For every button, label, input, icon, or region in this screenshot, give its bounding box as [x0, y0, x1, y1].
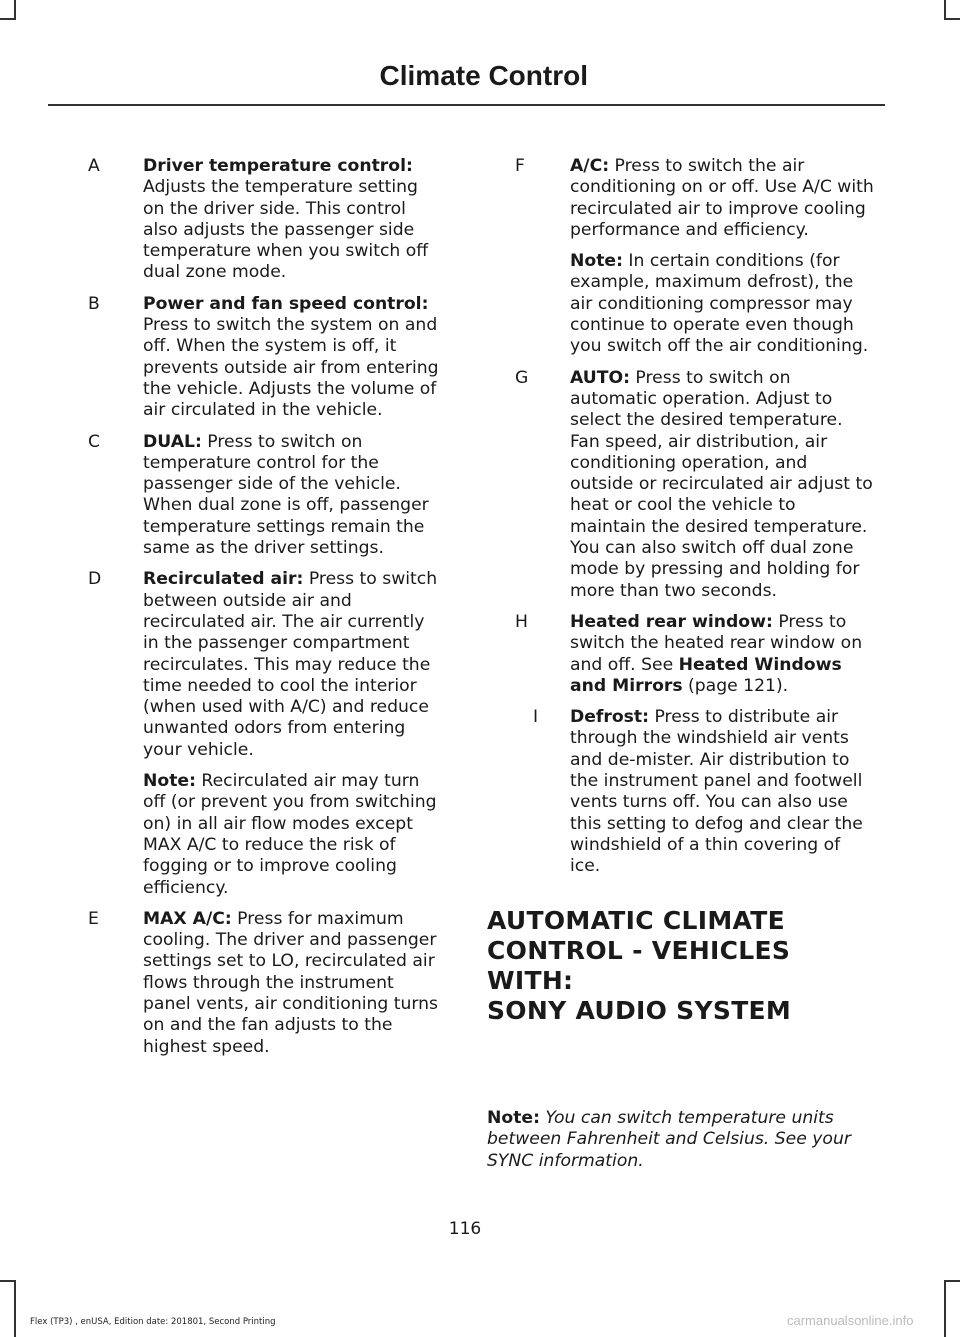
- control-item-b: [88, 294, 443, 422]
- item-description: [570, 707, 875, 877]
- page-reference: (page 121).: [682, 675, 789, 696]
- item-letter: I: [533, 707, 539, 728]
- header-rule: [48, 104, 885, 106]
- control-item-f: [515, 156, 875, 241]
- item-description: [570, 612, 875, 697]
- page-number: 116: [448, 1219, 482, 1239]
- crop-mark-bottom-right-h: [944, 1280, 960, 1282]
- item-label: Power and fan speed control:: [143, 293, 429, 314]
- footer-edition-info: Flex (TP3) , enUSA, Edition date: 201801, Second Printing: [30, 1317, 276, 1327]
- note-text: You can switch temperature units between Fahrenheit and Celsius. See your SYNC information.: [487, 1108, 851, 1171]
- section-heading-line: SONY AUDIO SYSTEM: [487, 995, 792, 1025]
- note-label: Note:: [487, 1108, 540, 1128]
- note-text: In certain conditions (for example, maximum defrost), the air conditioning compressor may continue to operate even though you switch off the air conditioning.: [570, 251, 869, 357]
- item-label: Driver temperature control:: [143, 156, 413, 176]
- control-item-i: [515, 707, 875, 877]
- watermark: carmanualsonline.info: [787, 1313, 914, 1328]
- crop-mark-top-right-v: [944, 0, 946, 20]
- control-item-c: [88, 432, 443, 560]
- crop-mark-top-left-h: [0, 18, 16, 20]
- item-text: Press to distribute air through the windshield air vents and de-mister. Air distribution to the instrument panel and footwell vents turns off. You can also use this setting to defog and clear the windshield of a thin covering of ice.: [570, 707, 863, 877]
- item-letter: C: [88, 431, 101, 452]
- item-letter: G: [515, 367, 529, 388]
- ac-compressor-note: [570, 251, 875, 357]
- item-text: Press to switch the system on and off. When the system is off, it prevents outside air from entering the vehicle. Adjusts the volume of air circulated in the vehicle.: [143, 315, 439, 421]
- item-text: Adjusts the temperature setting on the driver side. This control also adjusts the passenger side temperature when you switch off dual zone mode.: [143, 177, 429, 283]
- item-letter: D: [88, 569, 102, 590]
- left-column: [88, 156, 443, 1068]
- item-text: Press to switch on temperature control for the passenger side of the vehicle. When dual zone is off, passenger temperature settings remain the same as the driver settings.: [143, 431, 429, 559]
- item-description: [143, 569, 443, 761]
- item-description: [143, 156, 443, 284]
- section-heading-line: AUTOMATIC CLIMATE: [487, 905, 785, 935]
- item-letter: E: [88, 908, 99, 929]
- item-label: DUAL:: [143, 431, 202, 452]
- item-letter: F: [515, 156, 525, 176]
- control-item-a: [88, 156, 443, 284]
- note-text: Recirculated air may turn off (or prevent you from switching on) in all air flow modes except MAX A/C to reduce the risk of fogging or to improve cooling efficiency.: [143, 771, 437, 898]
- item-letter: A: [88, 156, 100, 176]
- crop-mark-bottom-left-v: [14, 1280, 16, 1337]
- temperature-units-note: [487, 1108, 877, 1172]
- right-column: [487, 156, 875, 1026]
- crop-mark-bottom-right-v: [944, 1280, 946, 1337]
- item-text: Press to switch on automatic operation. Adjust to select the desired temperature. Fan speed, air distribution, air conditioning operation, and outside or recirculated air adjust to heat or cool the vehicle to maintain the desired temperature. You can also switch off dual zone mode by pressing and holding for more than two seconds.: [570, 367, 873, 601]
- item-label: MAX A/C:: [143, 908, 232, 929]
- item-text: Press to switch between outside air and recirculated air. The air currently in the passenger compartment recirculates. This may reduce the time needed to cool the interior (when used with A/C) and reduce unwanted odors from entering your vehicle.: [143, 569, 438, 760]
- control-item-h: [515, 612, 875, 697]
- page-title: Climate Control: [379, 60, 588, 91]
- crop-mark-bottom-left-h: [0, 1280, 16, 1282]
- item-description: [570, 156, 875, 241]
- item-label: Recirculated air:: [143, 569, 304, 590]
- item-label: Heated rear window:: [570, 611, 773, 632]
- item-letter: B: [88, 293, 100, 314]
- item-description: [570, 368, 875, 602]
- note-label: Note:: [570, 251, 623, 272]
- recirculated-air-note: [143, 771, 443, 899]
- control-item-e: [88, 909, 443, 1058]
- control-item-d: [88, 569, 443, 761]
- item-text: Press for maximum cooling. The driver and passenger settings set to LO, recirculated air flows through the instrument panel vents, air conditioning turns on and the fan adjusts to the highest speed.: [143, 908, 438, 1057]
- section-heading: [487, 906, 875, 1026]
- section-heading-line: CONTROL - VEHICLES WITH:: [487, 935, 791, 995]
- crop-mark-top-left-v: [14, 0, 16, 20]
- crop-mark-top-right-h: [944, 18, 960, 20]
- item-label: AUTO:: [570, 367, 630, 388]
- cross-reference-link[interactable]: Heated Windows and Mirrors: [570, 654, 842, 696]
- note-label: Note:: [143, 771, 196, 792]
- item-description: [143, 294, 443, 422]
- item-label: A/C:: [570, 156, 610, 176]
- item-text: Press to switch the heated rear window on and off. See: [570, 611, 863, 675]
- item-letter: H: [515, 611, 528, 632]
- item-label: Defrost:: [570, 707, 650, 728]
- item-description: [143, 432, 443, 560]
- control-item-g: [515, 368, 875, 602]
- item-description: [143, 909, 443, 1058]
- item-text: Press to switch the air conditioning on or off. Use A/C with recirculated air to improve cooling performance and efficiency.: [570, 156, 874, 240]
